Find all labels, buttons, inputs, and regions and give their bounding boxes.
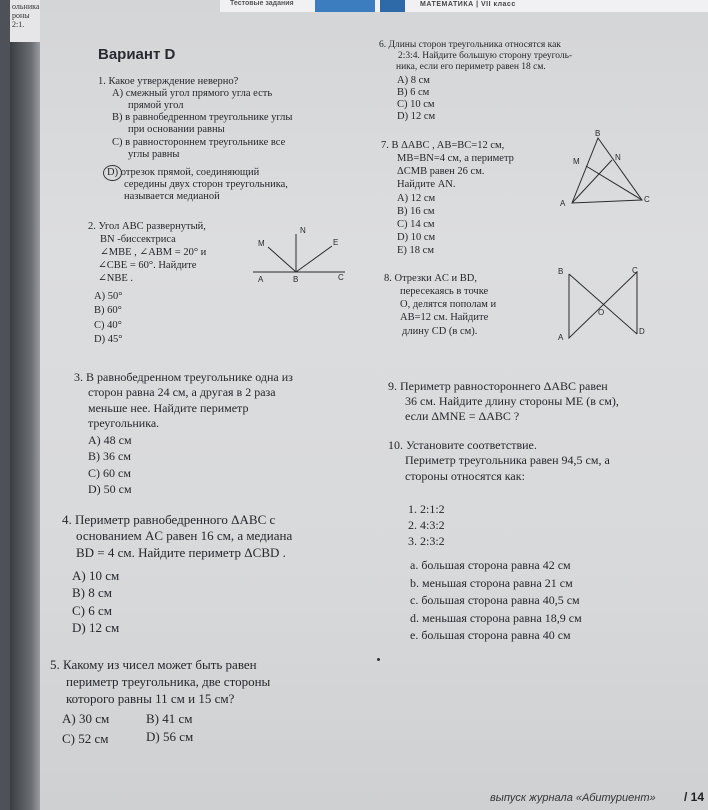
- tab-line: роны: [12, 11, 30, 20]
- label-n: N: [300, 226, 306, 235]
- ink-dot: [377, 658, 380, 661]
- q3-line3: меньше нее. Найдите периметр: [88, 401, 249, 415]
- segments-ab-ac: [569, 272, 637, 338]
- tab-line: 2:1.: [12, 20, 25, 29]
- q1-option-a: А) смежный угол прямого угла есть: [112, 88, 273, 99]
- q7-option-e: Е) 18 см: [397, 245, 434, 256]
- q4-line2: основанием AC равен 16 см, а медиана: [76, 528, 293, 543]
- q4-option-a: А) 10 см: [72, 568, 120, 583]
- q2-option-d: D) 45°: [94, 334, 123, 345]
- label-c: C: [644, 195, 650, 204]
- q1-prompt: 1. Какое утверждение неверно?: [98, 76, 239, 87]
- label-a: A: [558, 333, 564, 342]
- q10-line3: стороны относятся как:: [405, 469, 525, 483]
- q1-option-d-cont2: называется медианой: [124, 191, 220, 202]
- q2-option-c: С) 40°: [94, 320, 122, 331]
- q5-line1: 5. Какому из чисел может быть равен: [50, 657, 257, 672]
- q1-option-b-cont: при основании равны: [128, 124, 225, 135]
- header-blue-block: [315, 0, 375, 12]
- q3-option-b: В) 36 см: [88, 449, 131, 463]
- q6-option-c: С) 10 см: [397, 99, 435, 110]
- ray-bm: [268, 247, 296, 272]
- label-c: C: [338, 273, 344, 282]
- label-m: M: [258, 239, 265, 248]
- label-b: B: [558, 267, 564, 276]
- q6-option-d: D) 12 см: [397, 111, 436, 122]
- adjacent-page-tab: [10, 0, 40, 42]
- q2-line1: 2. Угол ABC развернутый,: [88, 221, 206, 232]
- q10-line2: Периметр треугольника равен 94,5 см, а: [405, 453, 610, 467]
- label-d: D: [639, 327, 645, 336]
- q1-option-c-cont: углы равны: [128, 149, 180, 160]
- q4-option-b: В) 8 см: [72, 585, 112, 600]
- header-bar: [220, 0, 708, 12]
- q2-line4: ∠CBE = 60°. Найдите: [98, 260, 197, 271]
- page-number: / 14: [684, 790, 705, 804]
- q8-segments-figure: [555, 262, 653, 346]
- segment-an: [572, 160, 612, 203]
- q8-line2: пересекаясь в точке: [400, 286, 489, 297]
- q4-option-d: D) 12 см: [72, 620, 120, 635]
- q1-option-d-cont: середины двух сторон треугольника,: [124, 179, 288, 190]
- header-blue-block-2: [380, 0, 405, 12]
- q9-line1: 9. Периметр равностороннего ΔABC равен: [388, 379, 608, 393]
- q10-option-e: e. большая сторона равна 40 см: [410, 628, 571, 642]
- q1-option-a-cont: прямой угол: [128, 100, 184, 111]
- label-a: A: [560, 199, 566, 208]
- q3-option-d: D) 50 см: [88, 482, 132, 496]
- q5-option-b: В) 41 см: [146, 711, 193, 726]
- ray-be: [296, 246, 332, 272]
- q4-option-c: С) 6 см: [72, 603, 112, 618]
- q2-line3: ∠MBE , ∠ABM = 20° и: [100, 247, 207, 258]
- q5-option-d: D) 56 см: [146, 729, 194, 744]
- q7-triangle-figure: [560, 128, 656, 210]
- q3-option-c: С) 60 см: [88, 466, 131, 480]
- footer-journal-text: выпуск журнала «Абитуриент»: [490, 792, 656, 804]
- segment-bd: [569, 274, 637, 334]
- q8-line1: 8. Отрезки AC и BD,: [384, 273, 477, 284]
- q9-line3: если ΔMNE = ΔABC ?: [405, 409, 520, 423]
- label-e: E: [333, 238, 339, 247]
- q9-line2: 36 см. Найдите длину стороны ME (в см),: [405, 394, 619, 408]
- q10-option-c: c. большая сторона равна 40,5 см: [410, 593, 580, 607]
- q10-option-a: a. большая сторона равна 42 см: [410, 558, 571, 572]
- q10-ratio-3: 3. 2:3:2: [408, 534, 445, 548]
- q3-line1: 3. В равнобедренном треугольнике одна из: [74, 370, 293, 384]
- q7-option-c: С) 14 см: [397, 219, 435, 230]
- q10-option-b: b. меньшая сторона равна 21 см: [410, 576, 573, 590]
- label-b: B: [293, 275, 299, 284]
- q7-line1: 7. В ΔABC , AB=BC=12 см,: [381, 140, 505, 151]
- q8-line3: O, делятся пополам и: [400, 299, 497, 310]
- q10-ratio-2: 2. 4:3:2: [408, 518, 445, 532]
- segment-cm: [586, 166, 642, 200]
- q10-option-d: d. меньшая сторона равна 18,9 см: [410, 611, 582, 625]
- q2-option-a: А) 50°: [94, 291, 123, 302]
- q1-option-d: D) отрезок прямой, соединяющий: [107, 167, 260, 178]
- tests-label: Тестовые задания: [230, 0, 294, 7]
- q5-option-c: С) 52 см: [62, 731, 109, 746]
- q5-line3: которого равны 11 см и 15 см?: [66, 691, 235, 706]
- q6-option-a: А) 8 см: [397, 75, 430, 86]
- tab-line: ольника: [12, 2, 40, 11]
- q4-line3: BD = 4 см. Найдите периметр ΔCBD .: [76, 545, 286, 560]
- q3-line2: сторон равна 24 см, а другая в 2 раза: [88, 385, 276, 399]
- q8-line5: длину CD (в см).: [402, 326, 478, 337]
- q10-line1: 10. Установите соответствие.: [388, 438, 537, 452]
- q2-option-b: В) 60°: [94, 305, 122, 316]
- q5-option-a: А) 30 см: [62, 711, 110, 726]
- q1-option-b: В) в равнобедренном треугольнике углы: [112, 112, 293, 123]
- variant-title: Вариант D: [98, 46, 176, 63]
- q6-line1: 6. Длины сторон треугольника относятся как: [379, 40, 561, 50]
- q7-option-d: D) 10 см: [397, 232, 436, 243]
- q2-angle-figure: [250, 222, 350, 286]
- q7-line2: MB=BN=4 см, а периметр: [397, 153, 514, 164]
- q7-option-a: А) 12 см: [397, 193, 436, 204]
- q6-line3: ника, если его периметр равен 18 см.: [396, 62, 546, 72]
- adjacent-page-edge: [10, 0, 40, 810]
- q3-option-a: А) 48 см: [88, 433, 132, 447]
- q3-line4: треугольника.: [88, 416, 160, 430]
- label-n: N: [615, 153, 621, 162]
- label-o: O: [598, 308, 605, 317]
- q10-ratio-1: 1. 2:1:2: [408, 502, 445, 516]
- q2-line5: ∠NBE .: [98, 273, 134, 284]
- label-a: A: [258, 275, 264, 284]
- q7-option-b: В) 16 см: [397, 206, 435, 217]
- q7-line4: Найдите AN.: [397, 179, 456, 190]
- q1-option-c: С) в равностороннем треугольнике все: [112, 137, 286, 148]
- subject-label: МАТЕМАТИКА | VII класс: [420, 1, 516, 8]
- q6-option-b: В) 6 см: [397, 87, 430, 98]
- q6-line2: 2:3:4. Найдите большую сторону треуголь-: [398, 51, 573, 61]
- label-c: C: [632, 266, 638, 275]
- q2-line2: BN -биссектриса: [100, 234, 176, 245]
- label-m: M: [573, 157, 580, 166]
- q7-line3: ΔCMB равен 26 см.: [397, 166, 485, 177]
- q8-line4: AB=12 см. Найдите: [400, 312, 489, 323]
- q5-line2: периметр треугольника, две стороны: [66, 674, 271, 689]
- q4-line1: 4. Периметр равнобедренного ΔABC с: [62, 512, 276, 527]
- label-b: B: [595, 129, 601, 138]
